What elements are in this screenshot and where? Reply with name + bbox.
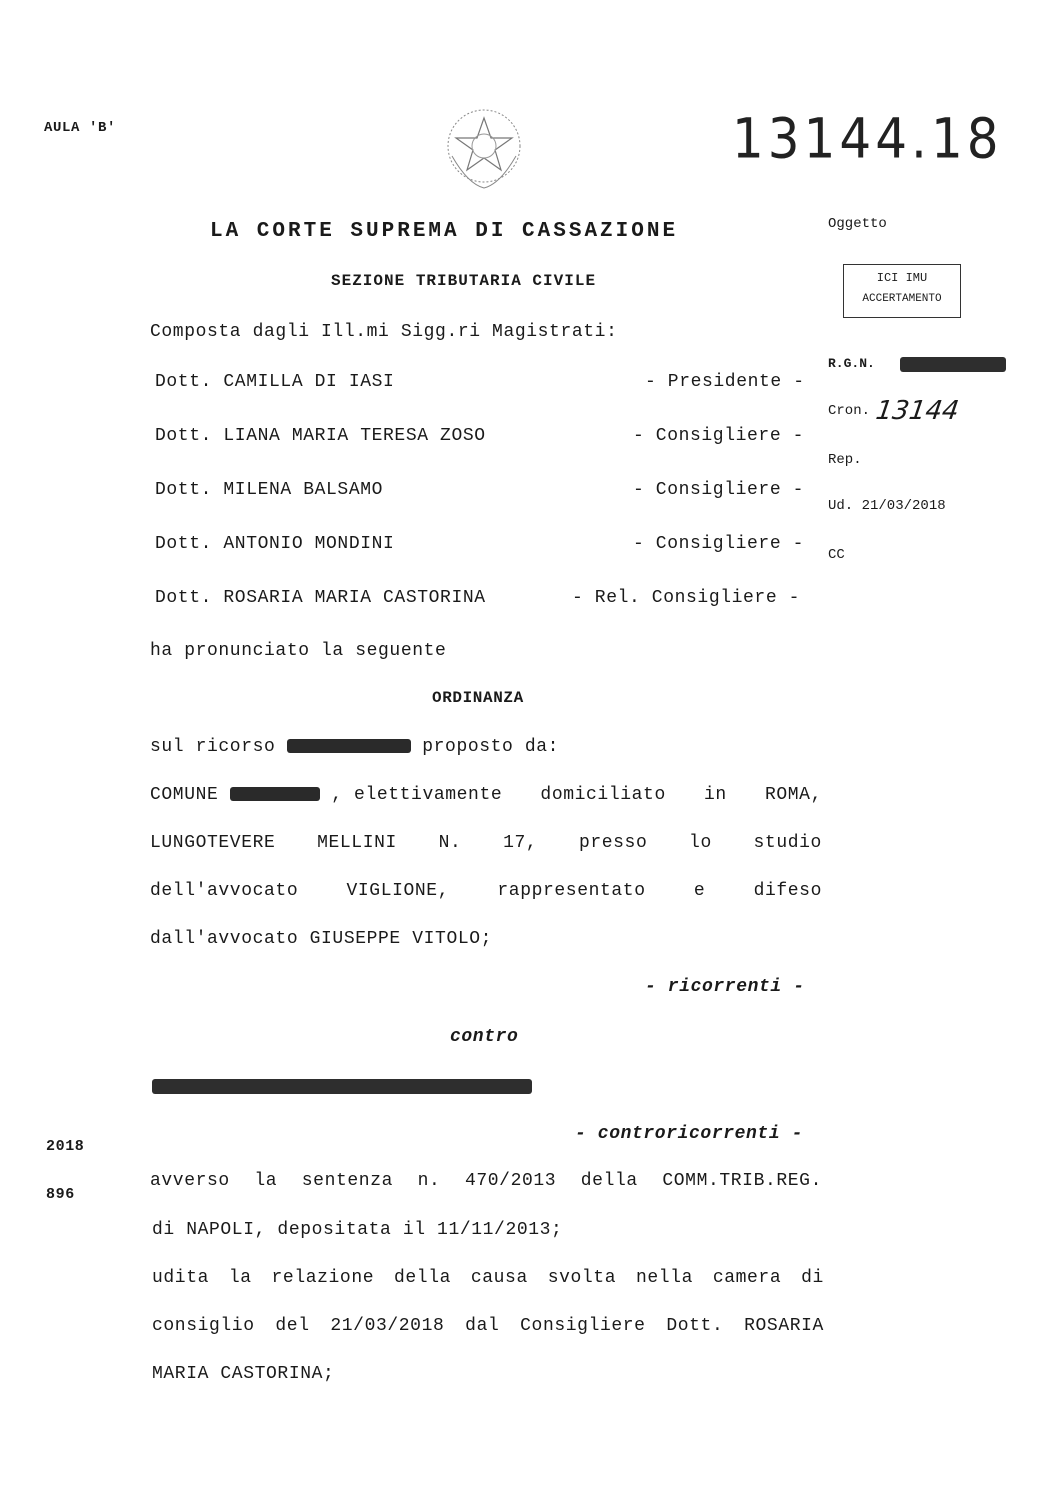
- word: della: [393, 1268, 451, 1288]
- judge-role: - Consigliere -: [633, 534, 805, 554]
- word: 470/2013: [464, 1171, 557, 1191]
- rgn-label: R.G.N.: [828, 356, 875, 371]
- contro-label: contro: [450, 1027, 519, 1047]
- ricorso-number-redaction: [287, 739, 411, 753]
- counsel-line: dall'avvocato GIUSEPPE VITOLO;: [150, 929, 493, 949]
- sentence-origin-line: di NAPOLI, depositata il 11/11/2013;: [152, 1220, 563, 1240]
- judge-name: Dott. CAMILLA DI IASI: [155, 372, 395, 392]
- ricorso-line: [150, 737, 559, 757]
- word: di: [801, 1268, 824, 1288]
- word: camera: [712, 1268, 782, 1288]
- word: e: [693, 881, 706, 901]
- section-title: SEZIONE TRIBUTARIA CIVILE: [331, 272, 597, 290]
- last-line: MARIA CASTORINA;: [152, 1364, 335, 1384]
- subject-line-2: ACCERTAMENTO: [862, 293, 942, 305]
- word: LUNGOTEVERE: [150, 833, 276, 853]
- ricorrenti-label: - ricorrenti -: [645, 977, 805, 997]
- word: dal: [465, 1316, 500, 1336]
- word: la: [228, 1268, 252, 1288]
- word: N.: [438, 833, 462, 853]
- margin-number: 896: [46, 1186, 75, 1203]
- judge-role: - Consigliere -: [633, 480, 805, 500]
- word: COMUNE , elettivamente: [150, 785, 503, 805]
- word: presso: [578, 833, 648, 853]
- word: rappresentato: [497, 881, 646, 901]
- oggetto-label: Oggetto: [828, 216, 887, 232]
- text-line: [152, 1316, 824, 1336]
- word: avverso: [150, 1171, 230, 1191]
- word: sentenza: [301, 1171, 393, 1191]
- word: domiciliato: [540, 785, 666, 805]
- word: dell'avvocato: [150, 881, 299, 901]
- pronounced-line: ha pronunciato la seguente: [150, 641, 447, 661]
- subject-line-1: ICI IMU: [876, 271, 928, 285]
- republic-emblem: [438, 100, 530, 196]
- text-line: [150, 785, 822, 805]
- controricorrenti-label: - controricorrenti -: [575, 1124, 804, 1144]
- registration-stamp-number: 13144.18: [732, 107, 1003, 171]
- word: Dott.: [666, 1316, 724, 1336]
- word: relazione: [271, 1268, 375, 1288]
- word: studio: [753, 833, 822, 853]
- word: la: [254, 1171, 278, 1191]
- cc-label: CC: [828, 547, 845, 563]
- word: svolta: [547, 1268, 617, 1288]
- word: n.: [417, 1171, 441, 1191]
- cron-label: Cron.: [828, 403, 871, 419]
- court-title: LA CORTE SUPREMA DI CASSAZIONE: [210, 220, 679, 243]
- judge-name: Dott. ANTONIO MONDINI: [155, 534, 395, 554]
- word: 17,: [503, 833, 538, 853]
- text-line: [152, 1268, 824, 1288]
- text-line: [150, 833, 822, 853]
- word: VIGLIONE,: [346, 881, 450, 901]
- word: ROMA,: [764, 785, 822, 805]
- judge-role: - Rel. Consigliere -: [572, 588, 801, 608]
- rgn-redaction: [900, 357, 1006, 372]
- word: causa: [470, 1268, 528, 1288]
- judge-role: - Presidente -: [645, 372, 805, 392]
- text-line: [150, 1171, 822, 1191]
- word: 21/03/2018: [330, 1316, 445, 1336]
- cron-handwritten: 13144: [873, 396, 961, 426]
- ricorso-suffix: proposto da:: [422, 737, 560, 757]
- word: udita: [152, 1268, 210, 1288]
- document-heading: ORDINANZA: [432, 689, 524, 707]
- judge-role: - Consigliere -: [633, 426, 805, 446]
- judge-name: Dott. LIANA MARIA TERESA ZOSO: [155, 426, 486, 446]
- text-line: [150, 881, 822, 901]
- word: Consigliere: [520, 1316, 646, 1336]
- comune-redaction: [230, 787, 320, 801]
- word: del: [275, 1316, 310, 1336]
- word: nella: [635, 1268, 693, 1288]
- word: in: [704, 785, 727, 805]
- hearing-date: Ud. 21/03/2018: [828, 498, 946, 514]
- rep-label: Rep.: [828, 452, 862, 468]
- word: della: [580, 1171, 638, 1191]
- judge-name: Dott. ROSARIA MARIA CASTORINA: [155, 588, 486, 608]
- composition-intro: Composta dagli Ill.mi Sigg.ri Magistrati:: [150, 322, 618, 342]
- word: lo: [689, 833, 712, 853]
- respondents-redaction: [152, 1079, 532, 1094]
- ricorso-prefix: sul ricorso: [150, 737, 276, 757]
- word: COMM.TRIB.REG.: [662, 1171, 822, 1191]
- emblem-icon: [438, 100, 530, 196]
- word: ROSARIA: [744, 1316, 824, 1336]
- aula-label: AULA 'B': [44, 120, 117, 136]
- judge-name: Dott. MILENA BALSAMO: [155, 480, 384, 500]
- word: difeso: [753, 881, 822, 901]
- word: MELLINI: [317, 833, 397, 853]
- subject-box: [843, 264, 961, 318]
- word: consiglio: [152, 1316, 255, 1336]
- margin-year: 2018: [46, 1138, 85, 1155]
